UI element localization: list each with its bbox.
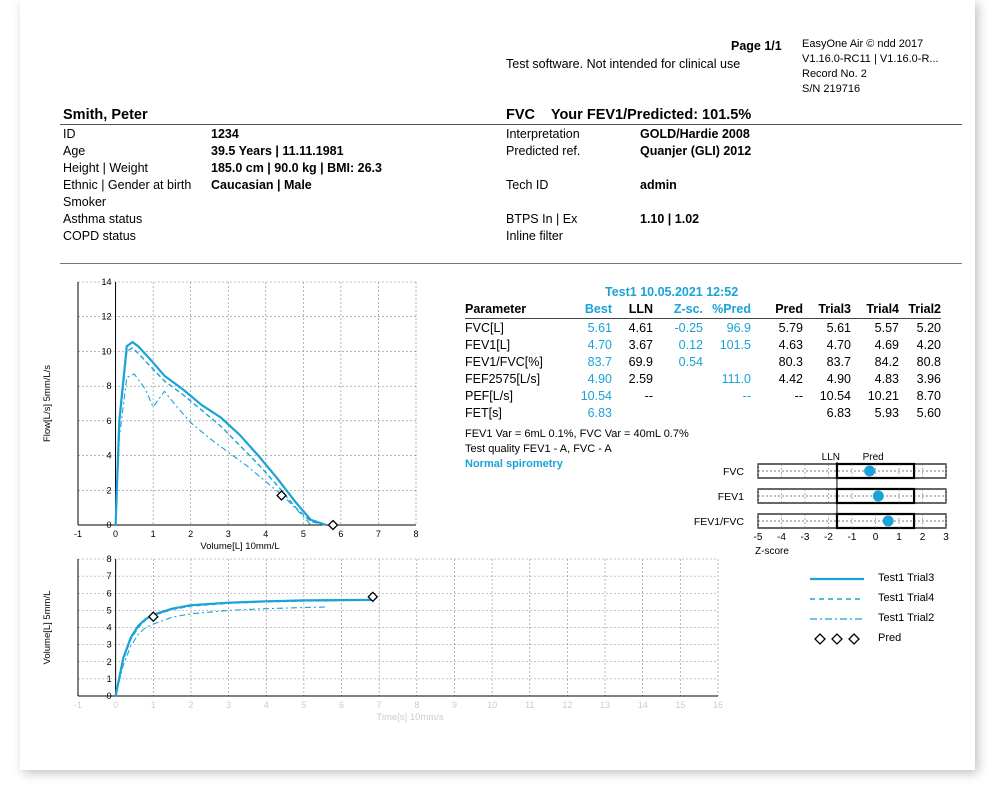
table-row	[465, 353, 941, 370]
test-field-btps: BTPS In | Ex 1.10 | 1.02	[506, 212, 700, 226]
table-row	[465, 404, 941, 421]
zscore-tick-label: -3	[800, 532, 810, 543]
x-tick-label: 12	[562, 700, 573, 710]
zscore-chart	[670, 448, 960, 563]
y-tick-label: 1	[106, 673, 112, 684]
record-number: Record No. 2	[802, 68, 867, 80]
legend-label: Pred	[878, 632, 902, 644]
y-tick-label: 2	[106, 656, 112, 667]
cell-parameter: PEF[L/s]	[465, 388, 513, 403]
cell-lln	[612, 404, 653, 421]
y-axis-label: Flow[L/s] 5mm/L/s	[42, 364, 53, 443]
cell-z-sc-: -0.25	[674, 320, 703, 335]
cell-lln: 2.59	[628, 371, 653, 386]
patient-field-age: Age 39.5 Years | 11.11.1981	[63, 144, 344, 158]
cell-trial2: 5.60	[916, 405, 941, 420]
cell-pred: 80.3	[778, 354, 803, 369]
cell--pred: --	[742, 388, 751, 403]
cell-best: 5.61	[587, 320, 612, 335]
cell-trial3: 4.70	[826, 337, 851, 352]
y-tick-label: 7	[106, 571, 112, 582]
cell-pred: 5.79	[778, 320, 803, 335]
y-tick-label: 6	[106, 415, 112, 426]
legend-line-dashed	[808, 590, 868, 610]
cell-trial2: 5.20	[916, 320, 941, 335]
series-dashdot	[116, 374, 311, 525]
x-tick-label: 6	[338, 529, 344, 539]
cell-trial2: 4.20	[916, 337, 941, 352]
cell-trial4: 5.57	[874, 320, 899, 335]
chart-grid	[78, 559, 718, 696]
zscore-tick-label: -4	[777, 532, 786, 543]
patient-fields	[63, 126, 382, 245]
series-dashed	[116, 601, 339, 696]
cell-parameter: FET[s]	[465, 405, 502, 420]
y-tick-label: 0	[106, 691, 112, 701]
zscore-tick-label: 0	[872, 532, 879, 543]
cell-trial4: 4.83	[874, 371, 899, 386]
x-tick-label: 15	[675, 700, 686, 710]
software-info	[802, 37, 939, 97]
results-table	[465, 302, 941, 421]
cell-trial4: 10.21	[867, 388, 899, 403]
flow-volume-chart	[40, 272, 430, 557]
series-solid	[116, 342, 327, 525]
table-row	[465, 319, 941, 337]
y-tick-label: 4	[106, 450, 112, 461]
x-tick-label: 7	[376, 700, 382, 710]
zscore-point	[873, 491, 884, 502]
cell-trial3: 4.90	[826, 371, 851, 386]
table-header-row	[465, 302, 941, 319]
zscore-tick-label: 2	[919, 532, 926, 543]
test-field-spacer	[506, 160, 751, 177]
cell--pred: 101.5	[719, 337, 751, 352]
col-pred: Pred	[751, 302, 803, 319]
x-tick-label: 0	[113, 529, 119, 539]
cell-z-sc-	[653, 387, 703, 404]
cell--pred: 96.9	[726, 320, 751, 335]
x-tick-label: 1	[150, 529, 156, 539]
x-tick-label: 4	[263, 529, 269, 539]
x-tick-label: 3	[226, 700, 232, 710]
table-row	[465, 336, 941, 353]
zscore-label: FVC	[723, 466, 744, 478]
test-field-spacer	[506, 194, 751, 211]
x-tick-label: 16	[712, 700, 724, 710]
cell-lln: 69.9	[628, 354, 653, 369]
pred-marker	[329, 521, 338, 530]
cell-trial2: 80.8	[916, 354, 941, 369]
cell-best: 4.90	[587, 371, 612, 386]
y-axis-label: Volume[L] 5mm/L	[42, 590, 53, 665]
section-divider	[60, 263, 962, 264]
patient-field-height-weight: Height | Weight 185.0 cm | 90.0 kg | BMI: 26.3	[63, 161, 382, 175]
col-pct-pred: %Pred	[703, 302, 751, 319]
zscore-tick-label: -5	[753, 532, 763, 543]
legend-item-trial3	[808, 570, 968, 590]
pred-label: Pred	[862, 452, 884, 463]
y-tick-label: 3	[106, 639, 112, 650]
patient-field-copd: COPD status	[63, 229, 136, 243]
x-tick-label: 14	[637, 700, 648, 710]
patient-field-smoker: Smoker	[63, 195, 107, 209]
lln-label: LLN	[821, 452, 841, 463]
cell--pred	[703, 353, 751, 370]
cell-trial3: 10.54	[819, 388, 851, 403]
legend-label: Test1 Trial2	[878, 612, 935, 624]
cell-z-sc-: 0.54	[678, 354, 703, 369]
y-tick-label: 8	[106, 554, 112, 564]
disclaimer: Test software. Not intended for clinical use	[506, 57, 741, 71]
cell-trial4: 5.93	[874, 405, 899, 420]
col-best: Best	[555, 302, 612, 319]
zscore-tick-label: 3	[943, 532, 949, 543]
diamond-icon	[808, 630, 868, 650]
x-tick-label: 1	[150, 700, 156, 710]
x-tick-label: 8	[414, 700, 420, 710]
legend-line-solid	[808, 570, 868, 590]
cell-trial3: 6.83	[826, 405, 851, 420]
cell-parameter: FEF2575[L/s]	[465, 371, 541, 386]
chart-grid	[78, 282, 416, 525]
cell--pred	[703, 404, 751, 421]
zscore-tick-label: -1	[847, 532, 857, 543]
legend	[808, 570, 968, 650]
header-divider	[60, 124, 962, 125]
cell-trial3: 83.7	[826, 354, 851, 369]
table-row	[465, 387, 941, 404]
patient-field-id: ID 1234	[63, 127, 239, 141]
x-tick-label: 5	[300, 529, 306, 539]
cell-pred	[751, 404, 803, 421]
x-tick-label: 10	[487, 700, 498, 710]
cell-z-sc-	[653, 370, 703, 387]
legend-item-trial4	[808, 590, 968, 610]
test-field-filter: Inline filter	[506, 229, 563, 243]
cell-pred: --	[794, 388, 803, 403]
cell-pred: 4.42	[778, 371, 803, 386]
cell-z-sc-	[653, 404, 703, 421]
cell-lln: --	[644, 388, 653, 403]
y-tick-label: 8	[106, 381, 112, 392]
zscore-label: FEV1	[717, 491, 744, 503]
x-tick-label: 2	[188, 529, 194, 539]
zscore-tick-label: -2	[824, 532, 833, 543]
legend-label: Test1 Trial3	[878, 572, 935, 584]
x-tick-label: -1	[73, 700, 83, 710]
serial-number: S/N 219716	[802, 83, 861, 95]
cell-trial2: 8.70	[916, 388, 941, 403]
cell-pred: 4.63	[778, 337, 803, 352]
cell-lln: 4.61	[628, 320, 653, 335]
x-tick-label: 13	[600, 700, 611, 710]
col-parameter: Parameter	[465, 302, 555, 319]
legend-label: Test1 Trial4	[878, 592, 935, 604]
table-row	[465, 370, 941, 387]
cell-trial3: 5.61	[826, 320, 851, 335]
legend-line-dashdot	[808, 610, 868, 630]
cell-best: 6.83	[587, 405, 612, 420]
x-tick-label: 11	[525, 700, 535, 710]
cell-trial4: 4.69	[874, 337, 899, 352]
x-tick-label: 2	[188, 700, 194, 710]
col-trial2: Trial2	[899, 302, 941, 319]
cell-parameter: FVC[L]	[465, 320, 504, 335]
patient-field-asthma: Asthma status	[63, 212, 143, 226]
quality-text: Test quality FEV1 - A, FVC - A	[465, 443, 612, 455]
software-version: EasyOne Air © ndd 2017	[802, 38, 924, 50]
cell-trial2: 3.96	[916, 371, 941, 386]
test-notes	[465, 427, 689, 472]
y-tick-label: 5	[106, 605, 112, 616]
cell-lln: 3.67	[628, 337, 653, 352]
variability-text: FEV1 Var = 6mL 0.1%, FVC Var = 40mL 0.7%	[465, 428, 689, 440]
cell-trial4: 84.2	[874, 354, 899, 369]
x-tick-label: -1	[73, 529, 83, 539]
zscore-axis-label: Z-score	[755, 546, 789, 557]
test-field-tech: Tech ID admin	[506, 178, 677, 192]
col-trial3: Trial3	[803, 302, 851, 319]
cell-best: 83.7	[587, 354, 612, 369]
page-number: Page 1/1	[731, 39, 782, 53]
test-field-predicted: Predicted ref. Quanjer (GLI) 2012	[506, 144, 752, 158]
cell-best: 4.70	[587, 337, 612, 352]
y-tick-label: 2	[106, 485, 112, 496]
x-tick-label: 7	[375, 529, 381, 539]
interpretation-text: Normal spirometry	[465, 458, 563, 470]
patient-name: Smith, Peter	[63, 107, 148, 123]
x-tick-label: 8	[413, 529, 419, 539]
col-trial4: Trial4	[851, 302, 899, 319]
y-tick-label: 14	[101, 277, 112, 287]
y-tick-label: 4	[106, 622, 112, 633]
x-tick-label: 3	[225, 529, 231, 539]
col-zscore: Z-sc.	[653, 302, 703, 319]
zscore-point	[883, 516, 894, 527]
test-title: FVC Your FEV1/Predicted: 101.5%	[506, 107, 752, 123]
x-tick-label: 4	[263, 700, 269, 710]
test-fields	[506, 126, 751, 245]
col-lln: LLN	[612, 302, 653, 319]
x-axis-label: Time[s] 10mm/s	[376, 712, 444, 722]
session-title: Test1 10.05.2021 12:52	[605, 285, 739, 299]
cell--pred: 111.0	[721, 371, 751, 386]
y-tick-label: 10	[101, 346, 112, 357]
firmware-version: V1.16.0-RC11 | V1.16.0-R...	[802, 53, 939, 65]
patient-field-ethnic-gender: Ethnic | Gender at birth Caucasian | Male	[63, 178, 312, 192]
cell-parameter: FEV1[L]	[465, 337, 511, 352]
legend-item-pred	[808, 630, 968, 650]
cell-best: 10.54	[580, 388, 612, 403]
y-tick-label: 0	[106, 520, 112, 530]
volume-time-chart	[40, 552, 730, 722]
test-field-interpretation: Interpretation GOLD/Hardie 2008	[506, 127, 750, 141]
x-tick-label: 5	[301, 700, 307, 710]
cell-z-sc-: 0.12	[678, 337, 703, 352]
zscore-label: FEV1/FVC	[693, 516, 744, 528]
cell-parameter: FEV1/FVC[%]	[465, 354, 543, 369]
x-tick-label: 0	[113, 700, 119, 710]
y-tick-label: 12	[101, 311, 112, 322]
x-tick-label: 9	[451, 700, 457, 710]
x-axis-label: Volume[L] 10mm/L	[200, 541, 280, 552]
x-tick-label: 6	[339, 700, 345, 710]
legend-item-trial2	[808, 610, 968, 630]
y-tick-label: 6	[106, 588, 112, 599]
zscore-point	[864, 466, 875, 477]
zscore-tick-label: 1	[896, 532, 902, 543]
series-dashdot	[116, 607, 327, 696]
